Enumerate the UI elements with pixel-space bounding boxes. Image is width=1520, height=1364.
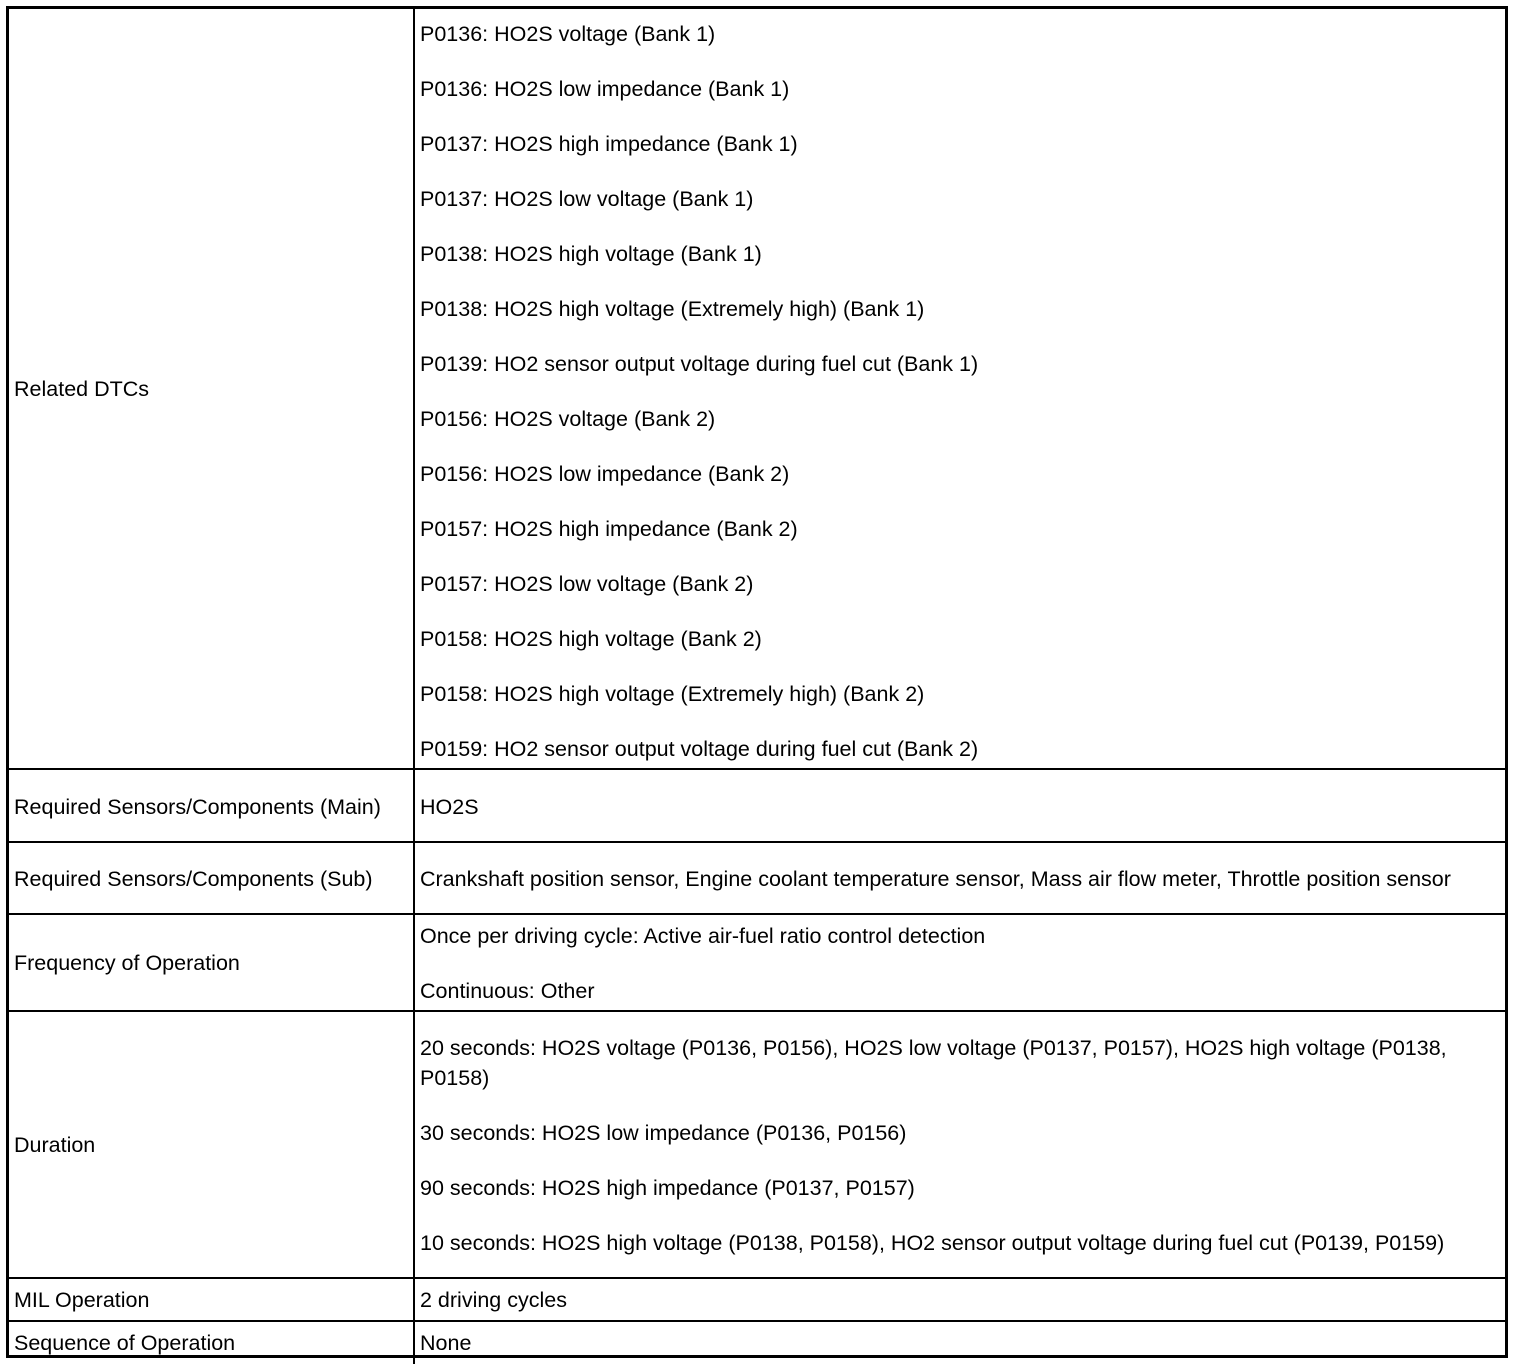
table-row-related-dtcs [9,9,1505,769]
row-label: Related DTCs [9,9,414,769]
table-row-frequency [9,914,1505,1011]
dtc-entry: P0158: HO2S high voltage (Bank 2) [420,627,762,651]
dtc-entry: P0158: HO2S high voltage (Extremely high) (Bank 2) [420,682,925,706]
row-label: Sequence of Operation [9,1321,414,1364]
frequency-entry: Continuous: Other [420,979,595,1003]
table-row-duration [9,1011,1505,1278]
frequency-entry: Once per driving cycle: Active air-fuel ratio control detection [420,924,986,948]
dtc-entry: P0157: HO2S low voltage (Bank 2) [420,572,754,596]
row-label: Required Sensors/Components (Sub) [9,842,414,914]
row-label: Required Sensors/Components (Main) [9,769,414,842]
row-label: Frequency of Operation [9,914,414,1011]
row-value: HO2S [414,769,1505,842]
dtc-entry: P0156: HO2S voltage (Bank 2) [420,407,716,431]
dtc-entry: P0136: HO2S low impedance (Bank 1) [420,77,790,101]
table-row-mil-operation [9,1278,1505,1321]
dtc-entry: P0159: HO2 sensor output voltage during fuel cut (Bank 2) [420,737,979,761]
dtc-entry: P0138: HO2S high voltage (Extremely high) (Bank 1) [420,297,925,321]
row-value: 2 driving cycles [414,1278,1505,1321]
row-label: MIL Operation [9,1278,414,1321]
dtc-entry: P0138: HO2S high voltage (Bank 1) [420,242,762,266]
row-label: Duration [9,1011,414,1278]
dtc-entry: P0136: HO2S voltage (Bank 1) [420,22,716,46]
table-row-sequence [9,1321,1505,1364]
dtc-entry: P0139: HO2 sensor output voltage during fuel cut (Bank 1) [420,352,979,376]
table-row-required-main [9,769,1505,842]
table-row-required-sub [9,842,1505,914]
row-value [414,1011,1505,1278]
dtc-entry: P0137: HO2S high impedance (Bank 1) [420,132,798,156]
dtc-entry: P0137: HO2S low voltage (Bank 1) [420,187,754,211]
spec-table-frame [6,6,1508,1358]
row-value: Crankshaft position sensor, Engine coolant temperature sensor, Mass air flow meter, Throttle position sensor [414,842,1505,914]
duration-entry: 20 seconds: HO2S voltage (P0136, P0156), HO2S low voltage (P0137, P0157), HO2S high voltage (P0138, P0158) [420,1036,1447,1090]
duration-entry: 90 seconds: HO2S high impedance (P0137, P0157) [420,1176,915,1200]
duration-entry: 10 seconds: HO2S high voltage (P0138, P0158), HO2 sensor output voltage during fuel cut (P0139, P0159) [420,1231,1445,1255]
duration-entry: 30 seconds: HO2S low impedance (P0136, P0156) [420,1121,907,1145]
row-value [414,9,1505,769]
monitor-spec-table [9,9,1505,1364]
dtc-entry: P0157: HO2S high impedance (Bank 2) [420,517,798,541]
row-value: None [414,1321,1505,1364]
row-value [414,914,1505,1011]
dtc-entry: P0156: HO2S low impedance (Bank 2) [420,462,790,486]
